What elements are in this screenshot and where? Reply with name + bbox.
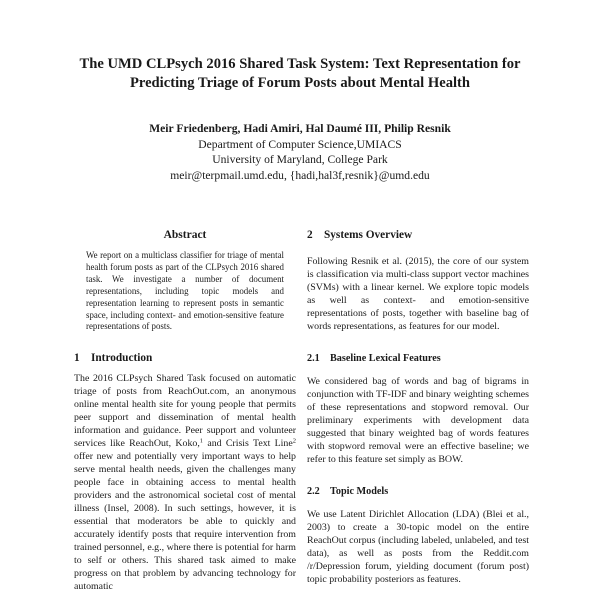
abstract-text: We report on a multiclass classifier for triage of mental health forum posts as part of the CLPsych 2016 shared task. We investigate a number of document representations, including topic models and representation learning to represent posts in semantic space, including context- and emotion-sensitive feature representations of posts.	[86, 250, 284, 332]
topic-title: Topic Models	[330, 486, 389, 497]
author-block	[100, 121, 500, 183]
systems-heading	[307, 228, 529, 242]
intro-number: 1	[74, 352, 80, 365]
baseline-title: Baseline Lexical Features	[330, 353, 441, 364]
author-names: Meir Friedenberg, Hadi Amiri, Hal Daumé III, Philip Resnik	[149, 122, 451, 135]
baseline-number: 2.1	[307, 353, 320, 364]
topic-paragraph: We use Latent Dirichlet Allocation (LDA) (Blei et al., 2003) to create a 30-topic model on the entire ReachOut corpus (including labeled, unlabeled, and test data), as well as posts from the Reddit.com /r/Depression forum, yielding document (forum post) topic probability posteriors as features.	[307, 509, 529, 585]
intro-text-1: The 2016 CLPsych Shared Task focused on automatic triage of posts from ReachOut.com, an anonymous online mental health site for young people that permits peer support and dissemination of mental health information and guidance. Peer support and volunteer services like ReachOut, Koko,	[74, 373, 296, 450]
affiliation-university: University of Maryland, College Park	[212, 153, 388, 166]
intro-title: Introduction	[91, 352, 153, 365]
systems-number: 2	[307, 229, 313, 241]
baseline-paragraph: We considered bag of words and bag of bigrams in conjunction with TF-IDF and binary weighting schemes of these representations and stopword removal. Our preliminary experiments with development data suggested that binary weighted bag of words features with stopword removal were an effective baseline; we refer to this feature set simply as BOW.	[307, 376, 529, 465]
paper-title	[60, 55, 540, 93]
footnote-marker-2: 2	[292, 437, 296, 445]
systems-paragraph: Following Resnik et al. (2015), the core of our system is classification via multi-class support vector machines (SVMs) with a linear kernel. We explore topic models as well as context- and emotion-sensitive representations of posts, together with baseline bag of words representations, as features for our model.	[307, 256, 529, 332]
topic-number: 2.2	[307, 486, 320, 497]
baseline-heading	[307, 352, 529, 365]
intro-paragraph	[74, 372, 296, 593]
author-emails: meir@terpmail.umd.edu, {hadi,hal3f,resnik}@umd.edu	[170, 168, 430, 182]
intro-text-3: offer new and potentially very important ways to help serve mental health needs, given the challenges many people face in obtaining access to mental health providers and the astronomical societal cost of mental illness (Insel, 2008). In such settings, however, it is essential that moderators be able to quickly and accurately identify posts that require intervention from trained personnel, e.g., where there is potential for harm to self or others. This shared task aimed to make progress on that problem by advancing technology for automatic	[74, 451, 296, 593]
abstract-heading: Abstract	[163, 229, 207, 241]
intro-text-2: and Crisis Text Line	[203, 438, 293, 450]
footnote-marker-1: 1	[199, 437, 204, 445]
title-line-1: The UMD CLPsych 2016 Shared Task System: Text Representation for	[79, 56, 521, 72]
intro-heading	[74, 351, 296, 365]
topic-heading	[307, 485, 529, 498]
systems-title: Systems Overview	[324, 229, 413, 241]
left-column	[74, 228, 296, 593]
right-column	[307, 228, 529, 586]
title-line-2: Predicting Triage of Forum Posts about Mental Health	[129, 75, 471, 91]
affiliation-department: Department of Computer Science,UMIACS	[198, 137, 402, 151]
